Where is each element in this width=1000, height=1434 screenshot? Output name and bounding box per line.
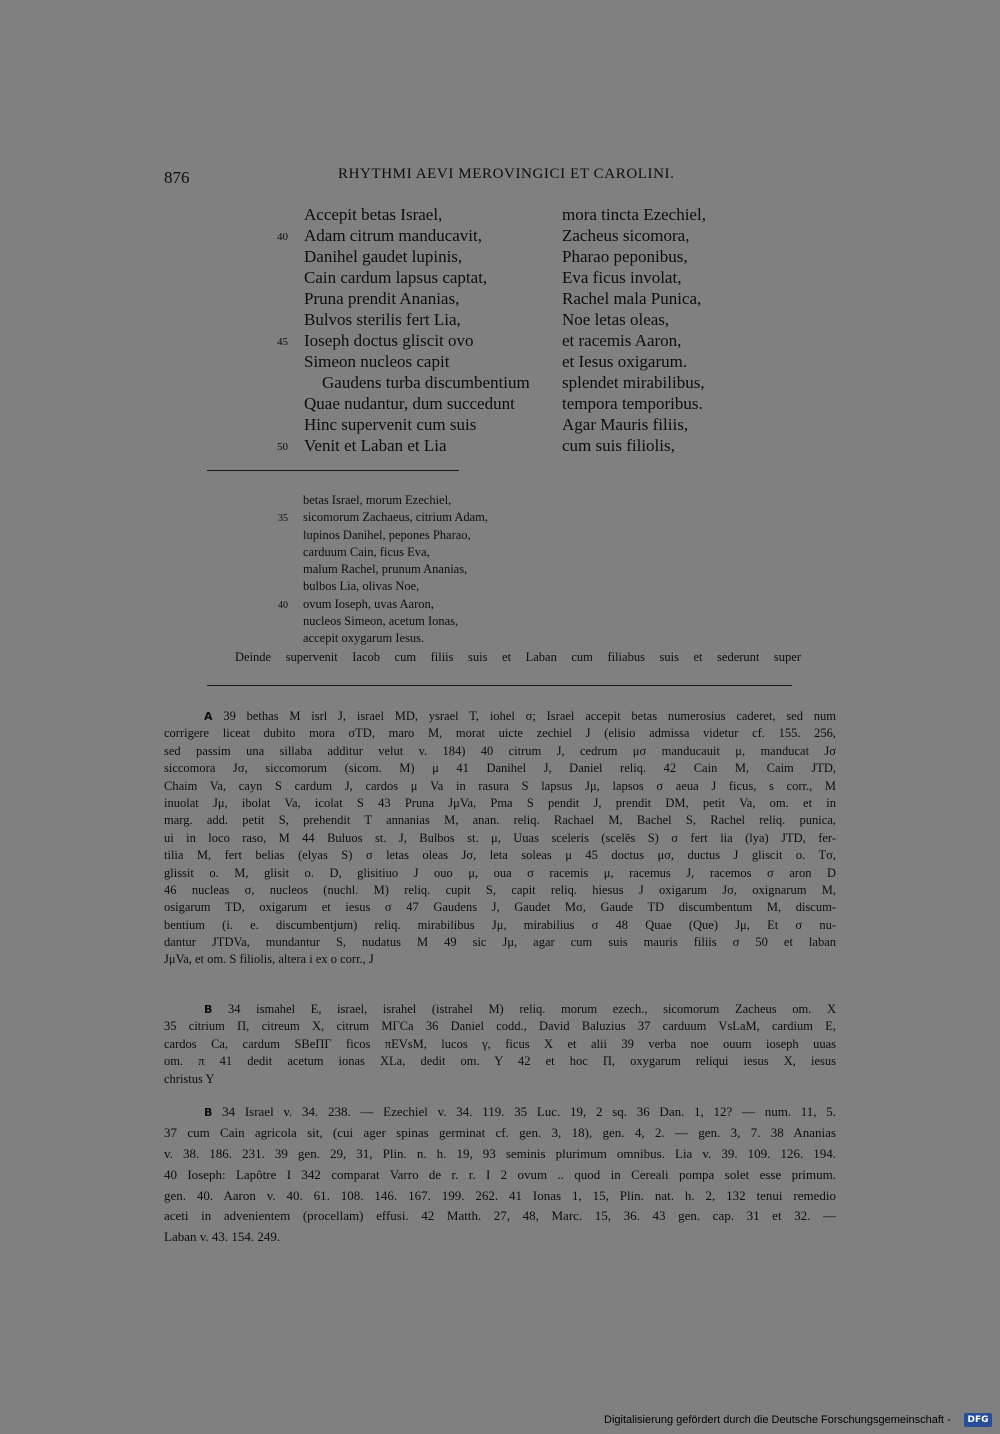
apparatus-line	[164, 1053, 836, 1070]
verse-block	[260, 204, 820, 456]
variant-line	[246, 561, 806, 578]
apparatus-line	[164, 1186, 836, 1207]
apparatus-line	[164, 1001, 836, 1018]
apparatus-text: cardos Ca, cardum SBeΠΓ ficos πEVsM, lucos γ, ficus X et alii 39 verba noe ouum ioseph uuas	[164, 1036, 836, 1051]
variant-line	[246, 544, 806, 561]
apparatus-text: dantur JTDVa, mundantur S, nudatus M 49 sic Jμ, agar cum suis mauris filiis σ 50 et laban	[164, 935, 836, 950]
verse-first-half: Gaudens turba discumbentium	[322, 373, 530, 392]
apparatus-text: 37 cum Cain agricola sit, (cui ager spinas germinat cf. gen. 3, 18), gen. 4, 2. — gen. 3, 7. 38 Ananias	[164, 1124, 836, 1140]
page-number: 876	[164, 168, 190, 187]
verse-number: 50	[277, 441, 288, 453]
verse-second-half: Agar Mauris filiis,	[562, 415, 689, 434]
rule-apparatus	[207, 685, 792, 686]
apparatus-line	[164, 899, 836, 916]
variant-line	[246, 492, 806, 509]
apparatus-line	[164, 812, 836, 829]
apparatus-text: 46 nucleas σ, nucleos (nuchl. M) reliq. cupit S, capit reliq. hiesus J oxigarum Jσ, oxignarum M,	[164, 882, 836, 897]
apparatus-text: 34 ismahel E, israel, israhel (istrahel M) reliq. morum ezech., sicomorum Zacheus om. X	[228, 1002, 836, 1016]
apparatus-line	[164, 882, 836, 899]
verse-line	[260, 435, 820, 456]
verse-second-half: et racemis Aaron,	[562, 331, 682, 350]
variant-line	[246, 578, 806, 595]
variant-line-number: 40	[278, 599, 288, 611]
apparatus-text: Laban v. 43. 154. 249.	[164, 1229, 281, 1245]
verse-first-half: Simeon nucleos capit	[304, 352, 450, 371]
variant-line-text: lupinos Danihel, pepones Pharao,	[303, 527, 471, 542]
dfg-logo: DFG	[964, 1413, 992, 1427]
apparatus-text: sed passim una sillaba additur velut v. 184) 40 citrum J, cedrum μσ manducauit μ, manducat Jσ	[164, 743, 836, 758]
variant-line-text: malum Rachel, prunum Ananias,	[303, 562, 468, 577]
variant-line-text: nucleos Simeon, acetum Ionas,	[303, 614, 459, 629]
verse-first-half: Adam citrum manducavit,	[304, 226, 482, 245]
verse-second-half: Pharao peponibus,	[562, 247, 688, 266]
apparatus-siglum: B	[204, 1003, 213, 1016]
apparatus-line	[164, 830, 836, 847]
variant-line	[246, 527, 806, 544]
verse-line	[260, 225, 820, 246]
verse-second-half: splendet mirabilibus,	[562, 373, 705, 392]
apparatus-line	[164, 1018, 836, 1035]
apparatus-text: siccomora Jσ, siccomorum (sicom. M) μ 41 Danihel J, Daniel reliq. 42 Cain M, Caim JTD,	[164, 761, 836, 776]
apparatus-text: 35 citrium Π, citreum X, citrum MΓCa 36 Daniel codd., David Baluzius 37 carduum VsLaM, cardium E,	[164, 1019, 836, 1034]
verse-number: 45	[277, 336, 288, 348]
variant-line-text: bulbos Lia, olivas Noe,	[303, 579, 420, 594]
apparatus-line	[164, 760, 836, 777]
apparatus-line	[164, 1227, 836, 1248]
apparatus-line	[164, 951, 836, 968]
apparatus-line	[164, 725, 836, 742]
apparatus-text: gen. 40. Aaron v. 40. 61. 108. 146. 167. 199. 262. 41 Ionas 1, 15, Plin. nat. h. 2, 132 tenui remedio	[164, 1187, 836, 1203]
variant-b-tail: Deinde supervenit Iacob cum filiis suis et Laban cum filiabus suis et sederunt super	[235, 650, 801, 664]
apparatus-line	[164, 795, 836, 812]
variant-line-text: ovum Ioseph, uvas Aaron,	[303, 596, 434, 611]
verse-first-half: Hinc supervenit cum suis	[304, 415, 477, 434]
apparatus-line	[164, 1036, 836, 1053]
apparatus-text: aceti in advenientem (procellam) effusi. 42 Matth. 27, 48, Marc. 15, 36. 43 gen. cap. 31 et 32. —	[164, 1208, 836, 1224]
apparatus-text: ui in loco raso, M 44 Buluos st. J, Bulbos st. μ, Uuas sceleris (scelēs S) σ fert lia (lya) JTD, fer-	[164, 830, 836, 845]
verse-first-half: Cain cardum lapsus captat,	[304, 268, 488, 287]
verse-line	[260, 351, 820, 372]
verse-second-half: cum suis filiolis,	[562, 436, 675, 455]
apparatus-text: bentium (i. e. discumbentjum) reliq. mirabilibus Jμ, mirabilius σ 48 Quae (Que) Jμ, Et σ nu-	[164, 917, 836, 932]
variant-line-text: sicomorum Zachaeus, citrium Adam,	[303, 510, 489, 525]
apparatus-text: 34 Israel v. 34. 238. — Ezechiel v. 34. 119. 35 Luc. 19, 2 sq. 36 Dan. 1, 12? — num. 11, 5.	[222, 1104, 836, 1119]
verse-second-half: Noe letas oleas,	[562, 310, 670, 329]
apparatus-text: Chaim Va, cayn S cardum J, cardos μ Va in rasura S lapsus Jμ, lapsos σ aeua J ficus, s corr., M	[164, 778, 836, 793]
apparatus-text: v. 38. 186. 231. 39 gen. 29, 31, Plin. n. h. 19, 93 seminis plurimum omnibus. Lia v. 39. 109. 126. 194.	[164, 1145, 836, 1161]
verse-first-half: Accepit betas Israel,	[304, 205, 443, 224]
apparatus-line	[164, 1206, 836, 1227]
apparatus-line	[164, 708, 836, 725]
verse-line	[260, 393, 820, 414]
verse-first-half: Bulvos sterilis fert Lia,	[304, 310, 461, 329]
variant-line	[246, 596, 806, 613]
variant-text-b	[246, 492, 806, 648]
verse-first-half: Ioseph doctus gliscit ovo	[304, 331, 474, 350]
verse-first-half: Pruna prendit Ananias,	[304, 289, 460, 308]
apparatus-c	[164, 1102, 836, 1248]
apparatus-text: glissit o. M, glisit o. D, glisitiuo J ouo μ, oua σ racemis μ, racemus J, racemos σ aron D	[164, 865, 836, 880]
apparatus-line	[164, 1123, 836, 1144]
verse-line	[260, 372, 820, 393]
apparatus-siglum: A	[204, 710, 213, 723]
verse-second-half: Zacheus sicomora,	[562, 226, 690, 245]
apparatus-line	[164, 865, 836, 882]
apparatus-text: inuolat Jμ, ibolat Va, icolat S 43 Pruna JμVa, Pma S pendit J, prendit DM, petit Va, om. et in	[164, 795, 836, 810]
apparatus-line	[164, 1102, 836, 1123]
verse-line	[260, 267, 820, 288]
verse-first-half: Danihel gaudet lupinis,	[304, 247, 463, 266]
verse-second-half: Eva ficus involat,	[562, 268, 682, 287]
apparatus-line	[164, 1071, 836, 1088]
footer-credit: Digitalisierung gefördert durch die Deutsche Forschungsgemeinschaft -	[604, 1414, 951, 1426]
apparatus-line	[164, 847, 836, 864]
variant-line	[246, 630, 806, 647]
apparatus-text: osigarum TD, oxigarum et iesus σ 47 Gaudens J, Gaudet Mσ, Gaude TD discumbentum M, discum-	[164, 900, 836, 915]
apparatus-text: marg. add. petit S, prehendit T annanias M, anan. reliq. Rachael M, Bachel S, Rachel reliq. punica,	[164, 813, 836, 828]
variant-line	[246, 613, 806, 630]
apparatus-text: christus Y	[164, 1071, 215, 1086]
apparatus-text: 39 bethas M isrl J, israel MD, ysrael T, iohel σ; Israel accepit betas numerosius caderet, sed num	[223, 709, 836, 723]
verse-second-half: et Iesus oxigarum.	[562, 352, 688, 371]
verse-second-half: tempora temporibus.	[562, 394, 703, 413]
variant-line-text: accepit oxygarum Iesus.	[303, 631, 425, 646]
verse-line	[260, 288, 820, 309]
apparatus-text: om. π 41 dedit acetum ionas XLa, dedit om. Y 42 et hoc Π, oxygarum reliqui iesus X, iesus	[164, 1054, 836, 1069]
apparatus-line	[164, 917, 836, 934]
apparatus-line	[164, 778, 836, 795]
verse-first-half: Venit et Laban et Lia	[304, 436, 447, 455]
verse-line	[260, 309, 820, 330]
apparatus-text: 40 Ioseph: Lapôtre I 342 comparat Varro de r. r. I 2 ovum .. quod in Cereali pompa solet esse primum.	[164, 1166, 836, 1182]
verse-line	[260, 330, 820, 351]
variant-line-text: carduum Cain, ficus Eva,	[303, 544, 430, 559]
rule-verse	[207, 470, 459, 471]
verse-number: 40	[277, 231, 288, 243]
variant-line	[246, 509, 806, 526]
apparatus-b	[164, 1001, 836, 1088]
apparatus-text: corrigere liceat dubito mora σTD, maro M, morat uicte zechiel J (elisio admissa videtur cf. 155. 256,	[164, 726, 836, 741]
verse-line	[260, 204, 820, 225]
verse-line	[260, 246, 820, 267]
verse-second-half: mora tincta Ezechiel,	[562, 205, 706, 224]
verse-second-half: Rachel mala Punica,	[562, 289, 702, 308]
running-head: RHYTHMI AEVI MEROVINGICI ET CAROLINI.	[338, 166, 675, 182]
variant-line-text: betas Israel, morum Ezechiel,	[303, 493, 452, 507]
variant-line-number: 35	[278, 513, 288, 525]
apparatus-siglum: B	[204, 1106, 213, 1119]
apparatus-a	[164, 708, 836, 969]
verse-first-half: Quae nudantur, dum succedunt	[304, 394, 515, 413]
apparatus-text: tilia M, fert belias (elyas S) σ letas oleas Jσ, leta soleas μ 45 doctus μσ, ductus J gliscit o. Tσ,	[164, 848, 836, 863]
apparatus-line	[164, 743, 836, 760]
apparatus-line	[164, 1165, 836, 1186]
apparatus-line	[164, 934, 836, 951]
apparatus-line	[164, 1144, 836, 1165]
apparatus-text: JμVa, et om. S filiolis, altera i ex o corr., J	[164, 952, 374, 967]
verse-line	[260, 414, 820, 435]
